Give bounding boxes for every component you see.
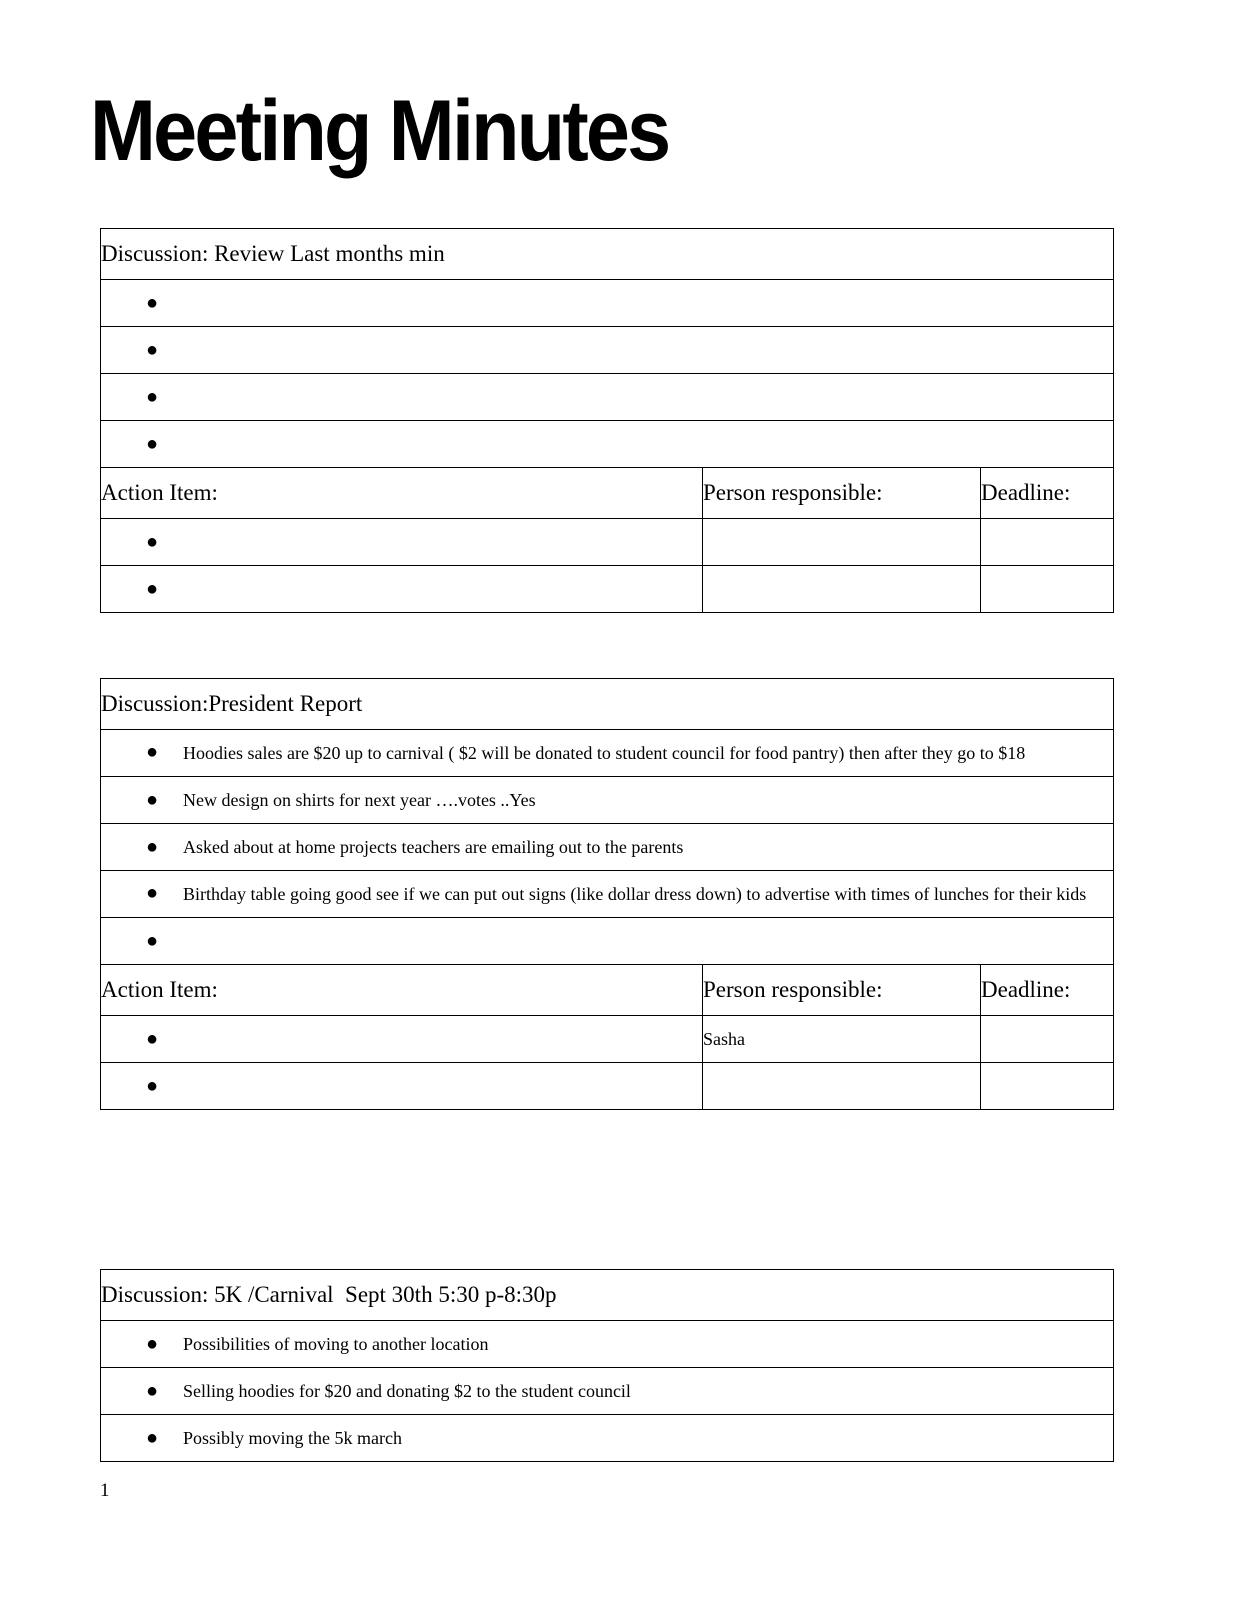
bullet-icon: ● <box>146 1333 159 1355</box>
person-cell: Sasha <box>703 1016 981 1063</box>
bullet-icon: ● <box>146 741 159 763</box>
person-responsible-header: Person responsible: <box>703 965 981 1016</box>
bullet-icon: ● <box>146 789 159 811</box>
list-item: ● Possibilities of moving to another location <box>101 1321 1114 1368</box>
discussion-header: Discussion: Review Last months min <box>101 229 1114 280</box>
action-item-cell <box>101 1063 703 1110</box>
section-review-last-month <box>100 228 1114 613</box>
bullet-icon: ● <box>146 292 159 314</box>
person-responsible-header: Person responsible: <box>703 468 981 519</box>
list-item: ● Hoodies sales are $20 up to carnival ( $2 will be donated to student council for food pantry) then after they go to $18 <box>101 730 1114 777</box>
action-item-cell <box>101 519 703 566</box>
deadline-header: Deadline: <box>981 468 1114 519</box>
deadline-cell <box>981 1016 1114 1063</box>
bullet-icon: ● <box>146 1380 159 1402</box>
list-item <box>101 280 1114 327</box>
list-item <box>101 918 1114 965</box>
page-number: 1 <box>100 1480 110 1501</box>
list-item <box>101 421 1114 468</box>
person-cell <box>703 566 981 613</box>
action-item-cell <box>101 1016 703 1063</box>
bullet-icon: ● <box>146 339 159 361</box>
bullet-icon: ● <box>146 531 159 553</box>
action-item-header: Action Item: <box>101 965 703 1016</box>
bullet-icon: ● <box>146 836 159 858</box>
bullet-icon: ● <box>146 1427 159 1449</box>
list-item: ● Selling hoodies for $20 and donating $2 to the student council <box>101 1368 1114 1415</box>
section-president-report <box>100 678 1114 1110</box>
list-item <box>101 327 1114 374</box>
section-5k-carnival <box>100 1269 1114 1462</box>
deadline-cell <box>981 519 1114 566</box>
discussion-header: Discussion:President Report <box>101 679 1114 730</box>
bullet-icon: ● <box>146 882 159 904</box>
bullet-icon: ● <box>146 386 159 408</box>
person-cell <box>703 1063 981 1110</box>
bullet-icon: ● <box>146 578 159 600</box>
deadline-cell <box>981 566 1114 613</box>
deadline-header: Deadline: <box>981 965 1114 1016</box>
bullet-icon: ● <box>146 930 159 952</box>
list-item: ● Birthday table going good see if we can put out signs (like dollar dress down) to advertise with times of lunches for their kids <box>101 871 1114 918</box>
list-item <box>101 374 1114 421</box>
action-item-cell <box>101 566 703 613</box>
bullet-icon: ● <box>146 1075 159 1097</box>
discussion-header: Discussion: 5K /Carnival Sept 30th 5:30 p-8:30p <box>101 1270 1114 1321</box>
list-item: ● Possibly moving the 5k march <box>101 1415 1114 1462</box>
action-item-header: Action Item: <box>101 468 703 519</box>
person-cell <box>703 519 981 566</box>
list-item: ● New design on shirts for next year ….votes ..Yes <box>101 777 1114 824</box>
bullet-icon: ● <box>146 1028 159 1050</box>
list-item: ● Asked about at home projects teachers are emailing out to the parents <box>101 824 1114 871</box>
document-title: Meeting Minutes <box>90 83 669 179</box>
bullet-icon: ● <box>146 433 159 455</box>
deadline-cell <box>981 1063 1114 1110</box>
